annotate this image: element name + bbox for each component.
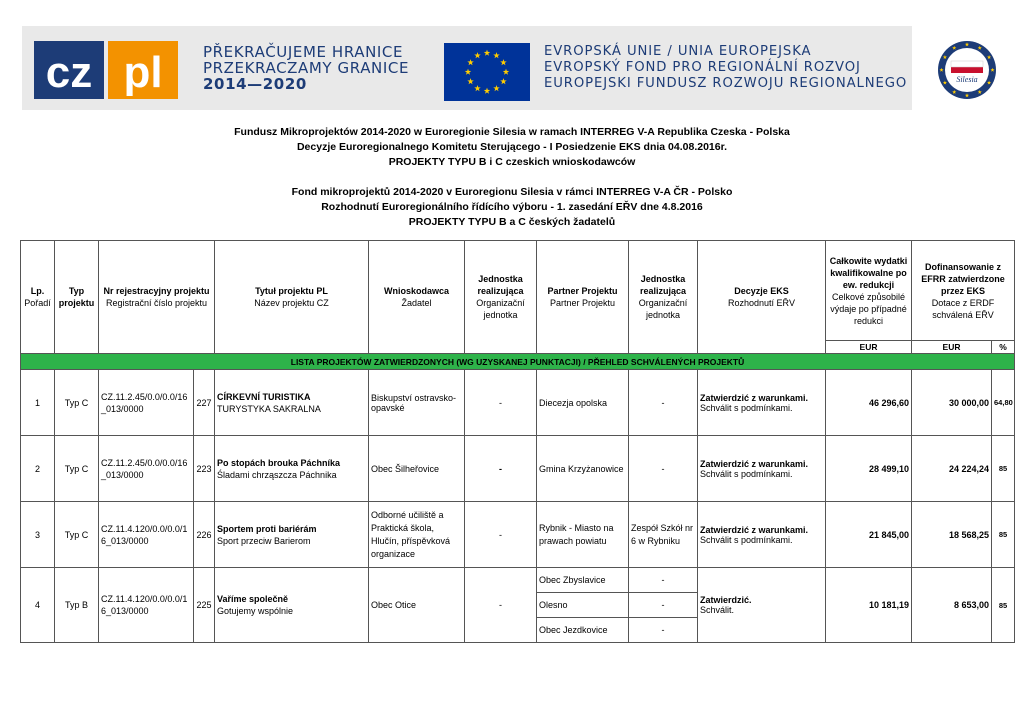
cell-decision: [698, 502, 826, 568]
cell-partner-unit: -: [629, 568, 698, 593]
cell-title: [215, 568, 369, 643]
title-pl: CÍRKEVNÍ TURISTIKA: [217, 391, 311, 402]
cell-percent: 85: [992, 568, 1015, 643]
cell-partner: Gmina Krzyżanowice: [537, 436, 629, 502]
cell-partner: Diecezja opolska: [537, 370, 629, 436]
cell-number: 223: [194, 436, 215, 502]
cell-total: 21 845,00: [826, 502, 912, 568]
cell-title: [215, 436, 369, 502]
eu-line-1: EVROPSKÁ UNIE / UNIA EUROPEJSKA: [544, 44, 812, 59]
cell-applicant: Obec Šilheřovice: [369, 436, 465, 502]
header-applicant: Wnioskodawca Žadatel: [369, 241, 465, 354]
cell-decision: [698, 568, 826, 643]
title-cz: Gotujemy wspólnie: [217, 606, 294, 616]
cell-decision: [698, 370, 826, 436]
svg-text:Silesia: Silesia: [956, 75, 978, 84]
svg-text:pl: pl: [123, 48, 163, 97]
cell-partner: Obec Jezdkovice: [537, 618, 629, 643]
heading-pl-line: Fundusz Mikroprojektów 2014-2020 w Euroregionie Silesia w ramach INTERREG V-A Republika Czeska - Polska: [234, 126, 790, 138]
title-cz: TURYSTYKA SAKRALNA: [217, 403, 321, 414]
cell-cofinancing: 18 568,25: [912, 502, 992, 568]
header-cofinancing: Dofinansowanie z EFRR zatwierdzone przez EKS Dotace z ERDF schválená EŘV: [912, 241, 1015, 341]
cell-title: [215, 502, 369, 568]
cell-total: 46 296,60: [826, 370, 912, 436]
cell-lp: 4: [21, 568, 55, 643]
eu-line-2: EVROPSKÝ FOND PRO REGIONÁLNÍ ROZVOJ: [544, 60, 861, 75]
cell-type: Typ C: [55, 502, 99, 568]
cell-partner: Olesno: [537, 593, 629, 618]
title-cz: Sport przeciw Barierom: [217, 535, 311, 546]
decision-cz: Schválit s podmínkami.: [700, 402, 793, 413]
cell-type: Typ C: [55, 370, 99, 436]
projects-table: [20, 240, 1015, 643]
cell-total: 10 181,19: [826, 568, 912, 643]
header-registration-number: Nr rejestracyjny projektu Registrační číslo projektu: [99, 241, 215, 354]
table-row: [21, 370, 1015, 436]
cell-registration: CZ.11.4.120/0.0/0.0/1 6_013/0000: [99, 568, 194, 643]
cell-partner: Obec Zbyslavice: [537, 568, 629, 593]
header-project-title: Tytuł projektu PL Název projektu CZ: [215, 241, 369, 354]
cell-number: 226: [194, 502, 215, 568]
header-lp: Lp. Pořadí: [21, 241, 55, 354]
table-header-row: [21, 241, 1015, 341]
cell-cofinancing: 24 224,24: [912, 436, 992, 502]
unit-eur: EUR: [826, 341, 912, 354]
cell-partner: Rybnik - Miasto na prawach powiatu: [537, 502, 629, 568]
decision-cz: Schválit.: [700, 605, 735, 615]
cell-cofinancing: 8 653,00: [912, 568, 992, 643]
heading-pl-line: Decyzje Euroregionalnego Komitetu Sterującego - I Posiedzenie EKS dnia 04.08.2016r.: [296, 141, 728, 153]
decision-pl: Zatwierdzić z warunkami.: [700, 524, 809, 535]
czpl-line-pl: PRZEKRACZAMY GRANICE: [203, 59, 410, 77]
cell-lp: 1: [21, 370, 55, 436]
header-partner: Partner Projektu Partner Projektu: [537, 241, 629, 354]
title-pl: Sportem proti bariérám: [217, 523, 317, 534]
cell-total: 28 499,10: [826, 436, 912, 502]
cell-lp: 2: [21, 436, 55, 502]
cell-percent: 85: [992, 502, 1015, 568]
cell-lp: 3: [21, 502, 55, 568]
cell-decision: [698, 436, 826, 502]
cell-registration: CZ.11.2.45/0.0/0.0/16 _013/0000: [99, 370, 194, 436]
table-row: [21, 502, 1015, 568]
heading-pl-line: PROJEKTY TYPU B i C czeskich wnioskodawców: [388, 156, 636, 168]
header-partner-unit: Jednostka realizująca Organizační jednotka: [629, 241, 698, 354]
cell-partner-unit: -: [629, 593, 698, 618]
cell-partner-unit: Zespół Szkół nr 6 w Rybniku: [629, 502, 698, 568]
heading-pl: [0, 125, 1024, 170]
cell-partner-unit: -: [629, 370, 698, 436]
cell-percent: 64,80: [992, 370, 1015, 436]
header-type: Typ projektu: [55, 241, 99, 354]
cell-unit: -: [465, 502, 537, 568]
cell-partner-unit: -: [629, 436, 698, 502]
cell-number: 225: [194, 568, 215, 643]
cell-cofinancing: 30 000,00: [912, 370, 992, 436]
title-pl: Vaříme společně: [217, 594, 289, 604]
cell-applicant: Odborné učiliště a Praktická škola, Hlučín, příspěvková organizace: [369, 502, 465, 568]
czpl-logo: [34, 41, 178, 99]
cell-percent: 85: [992, 436, 1015, 502]
decision-pl: Zatwierdzić z warunkami.: [700, 458, 809, 469]
heading-cz-line: PROJEKTY TYPU B a C českých žadatelů: [408, 216, 616, 228]
cell-registration: CZ.11.4.120/0.0/0.0/1 6_013/0000: [99, 502, 194, 568]
cell-applicant: Obec Otice: [369, 568, 465, 643]
unit-percent: %: [992, 341, 1015, 354]
table-row: [21, 568, 1015, 593]
unit-eur: EUR: [912, 341, 992, 354]
cell-unit: -: [465, 568, 537, 643]
title-pl: Po stopách brouka Páchníka: [217, 457, 341, 468]
table-row: [21, 436, 1015, 502]
title-cz: Śladami chrząszcza Páchnika: [217, 469, 337, 480]
cell-title: [215, 370, 369, 436]
decision-cz: Schválit s podmínkami.: [700, 468, 793, 479]
heading-cz-line: Fond mikroprojektů 2014-2020 v Euroregionu Silesia v rámci INTERREG V-A ČR - Polsko: [291, 186, 733, 198]
cell-number: 227: [194, 370, 215, 436]
decision-pl: Zatwierdzić.: [700, 595, 752, 605]
decision-pl: Zatwierdzić z warunkami.: [700, 392, 809, 403]
czpl-line-cz: PŘEKRAČUJEME HRANICE: [203, 43, 404, 61]
heading-cz: [0, 185, 1024, 230]
czpl-line-years: 2014—2020: [203, 75, 307, 93]
decision-cz: Schválit s podmínkami.: [700, 534, 793, 545]
section-approved-label: LISTA PROJEKTÓW ZATWIERDZONYCH (WG UZYSKANEJ PUNKTACJI) / PŘEHLED SCHVÁLENÝCH PROJEKTŮ: [21, 354, 1015, 370]
cell-unit: -: [465, 436, 537, 502]
cell-applicant: Biskupství ostravsko-opavské: [369, 370, 465, 436]
cell-type: Typ B: [55, 568, 99, 643]
cell-unit: -: [465, 370, 537, 436]
svg-text:cz: cz: [45, 48, 93, 97]
header-decision: Decyzje EKS Rozhodnutí EŘV: [698, 241, 826, 354]
header-total-expenses: Całkowite wydatki kwalifikowalne po ew. redukcji Celkové způsobilé výdaje po případné redukci: [826, 241, 912, 341]
header-implementing-unit: Jednostka realizująca Organizační jednotka: [465, 241, 537, 354]
euroregion-silesia-logo: [937, 35, 997, 105]
eu-flag-icon: [444, 43, 530, 101]
eu-fund-title: [544, 44, 907, 92]
heading-cz-line: Rozhodnutí Euroregionálního řídícího výboru - 1. zasedání EŘV dne 4.8.2016: [321, 201, 703, 213]
section-approved-row: [21, 354, 1015, 370]
cell-partner-unit: -: [629, 618, 698, 643]
czpl-program-title: [203, 44, 409, 92]
cell-type: Typ C: [55, 436, 99, 502]
cell-registration: CZ.11.2.45/0.0/0.0/16 _013/0000: [99, 436, 194, 502]
eu-line-3: EUROPEJSKI FUNDUSZ ROZWOJU REGIONALNEGO: [544, 76, 908, 91]
